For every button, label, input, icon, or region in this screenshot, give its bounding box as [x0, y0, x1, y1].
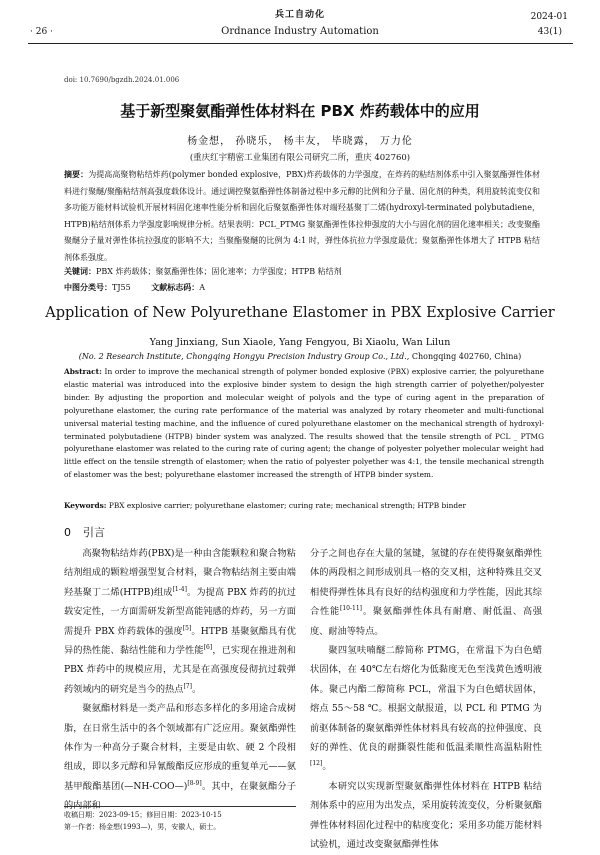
- citation: [6]: [203, 643, 213, 651]
- citation: [12]: [310, 760, 323, 768]
- keywords-en: [64, 501, 544, 510]
- paragraph: [64, 544, 296, 699]
- keywords-en-text: PBX explosive carrier; polyurethane elastomer; curing rate; mechanical strength; HTPB binder: [108, 501, 467, 510]
- abstract-en-label: Abstract:: [64, 367, 102, 376]
- citation: [10-11]: [340, 605, 362, 613]
- paragraph: 本研究以实现新型聚氨酯弹性体材料在 HTPB 粘结剂体系中的应用为出发点，采用旋转流变仪，分析聚氨酯弹性体材料固化过程中的粘度变化；采用多功能万能材料试验机，通过改变聚氨酯弹性体: [310, 780, 542, 851]
- text-run: 高聚物粘结炸药(PBX)是一种由含能颗粒和聚合物粘结剂组成的颗粒增强型复合材料，聚合物粘结剂主要由端羟基聚丁二烯(HTPB)组成: [64, 548, 296, 598]
- doc-code-label: 文献标志码：: [151, 282, 200, 292]
- text-run: 。HTPB 基聚氨酯具有优异的热性能、黏结性能和力学性能: [64, 625, 296, 657]
- text-run: 聚氨酯材料是一类产品和形态多样化的多用途合成树脂，在日常生活中的各个领域都有广泛应用。聚氨酯弹性体作为一种高分子聚合材料，主要是由软、硬 2 个段相组成，即以多元醇和异氰酸酯反应形成的重复单元——氨基甲酸酯基团(—NH-COO—): [64, 703, 296, 792]
- section-title: 引言: [83, 526, 105, 539]
- keywords-en-label: Keywords:: [64, 501, 107, 510]
- classification-cn: [64, 282, 223, 293]
- affiliation-cn: (重庆红宇精密工业集团有限公司研究二所，重庆 402760): [189, 153, 411, 163]
- text-run: ，已实现在推进剂和 PBX 炸药中的规模应用，尤其是在高强度侵彻抗过载弹药领域内的研究是当今的热点: [64, 645, 296, 695]
- section-heading: [64, 524, 105, 540]
- citation: [1-4]: [172, 585, 187, 593]
- affiliation-en-text: (No. 2 Research Institute, Chongqing Hongyu Precision Industry Group Co., Ltd.,: [78, 352, 412, 361]
- keywords-cn-text: PBX 炸药载体；聚氨酯弹性体；固化速率；力学强度；HTPB 粘结剂: [96, 267, 342, 276]
- body-column-left: [64, 544, 296, 816]
- text-run: 。: [322, 761, 332, 773]
- footnote-received: 收稿日期：2023-09-15；修回日期：2023-10-15: [64, 811, 222, 819]
- text-run: 。为提高 PBX 炸药的抗过载安定性，一方面需研发新型高能钝感的炸药，另一方面需提升 PBX 炸药载体的强度: [64, 586, 296, 637]
- issue-date: 2024-01: [530, 12, 568, 22]
- header-divider: [28, 43, 573, 44]
- abstract-cn-text: 为提高高聚物粘结炸药(polymer bonded explosive，PBX)炸药载体的力学强度，在炸药的粘结剂体系中引入聚氨酯弹性体材料进行聚醚/聚酯粘结剂高强度载体设计。通过调控聚氨酯弹性体制备过程中多元醇的比例和分子量、固化剂的种类，利用旋转流变仪和多功能万能材料试验机开展材料固化速率性能分析和固化后聚氨酯弹性体对端羟基聚丁二烯(hydroxyl-terminated polybutadiene，HTPB)粘结剂体系力学强度影响规律分析。结果表明：PCL_PTMG 聚氨酯弹性体拉伸强度的大小与固化剂的固化速率相关；改变聚酯聚醚分子量对弹性体抗拉强度的影响不大；当聚酯聚醚的比例为 4:1 时，弹性体抗拉力学强度最优；聚氨酯弹性体增大了 HTPB 粘结剂体系强度。: [64, 170, 540, 262]
- clc-label: 中图分类号：: [64, 282, 112, 292]
- text-run: 。: [191, 683, 202, 695]
- page-number: · 26 ·: [30, 27, 53, 37]
- affiliation-en-city: Chongqing 402760, China): [411, 352, 522, 361]
- footnote-author: 第一作者：杨金想(1993—)，男，安徽人，硕士。: [64, 823, 221, 831]
- volume-issue: 43(1): [537, 27, 562, 37]
- citation: [7]: [183, 682, 192, 690]
- paper-title-cn: 基于新型聚氨酯弹性体材料在 PBX 炸药载体中的应用: [120, 102, 480, 120]
- citation: [5]: [182, 624, 192, 632]
- journal-title-en: Ordnance Industry Automation: [221, 26, 379, 37]
- citation: [8-9]: [187, 779, 202, 787]
- abstract-cn: [64, 166, 540, 266]
- footnote-divider: [64, 806, 296, 807]
- abstract-en-text: In order to improve the mechanical strength of polymer bonded explosive (PBX) explosive carrier, the polyurethane elastic material was introduced into the explosive binder system to design the high strength carrier of polyether/polyester binder. By adjusting the proportion and molecular weight of polyols and the type of curing agent in the preparation of polyurethane elastomer, the curing rate performance of the material was analyzed by rotary rheometer and multi-functional universal material testing machine, and the influence of cured polyurethane elastomer on the mechanical strength of hydroxyl-terminated polybutadiene (HTPB) binder system was analyzed. The results showed that the tensile strength of PCL _ PTMG polyurethane elastomer was related to the curing rate of curing agent; the change of polyester polyether molecular weight had little effect on the tensile strength of elastomer; when the ratio of polyester polyether was 4:1, the tensile mechanical strength of elastomer was the best; polyurethane elastomer increased the strength of HTPB binder system.: [64, 367, 544, 480]
- paragraph: [310, 544, 542, 641]
- keywords-cn-label: 关键词：: [64, 266, 96, 276]
- body-column-right: [310, 544, 542, 855]
- paper-title-en: Application of New Polyurethane Elastomer in PBX Explosive Carrier: [45, 305, 555, 321]
- journal-title-cn: 兵工自动化: [274, 10, 325, 20]
- text-run: 聚四氢呋喃醚二醇简称 PTMG，在常温下为白色蜡状固体，在 40℃左右熔化为低黏度无色至浅黄色透明液体。聚己内酯二醇简称 PCL，常温下为白色蜡状固体，熔点 55～58 ℃。根据文献报道，以 PCL 和 PTMG 为前驱体制备的聚氨酯弹性体材料具有较高的拉伸强度、良好的弹性、优良的耐撕裂性能和低温柔顺性高温粘附性: [310, 645, 542, 754]
- abstract-cn-label: 摘要：: [64, 169, 89, 179]
- authors-en: Yang Jinxiang, Sun Xiaole, Yang Fengyou, Bi Xiaolu, Wan Lilun: [149, 337, 451, 348]
- doi: doi: 10.7690/bgzdh.2024.01.006: [64, 76, 180, 84]
- paragraph: [64, 699, 296, 815]
- text-run: 。其中，在聚氨酯分子的内部和: [64, 780, 297, 812]
- authors-cn: 杨金想， 孙晓乐， 杨丰友， 毕晓露， 万力伦: [187, 136, 413, 147]
- paragraph: [310, 641, 542, 777]
- affiliation-en: [0, 352, 600, 361]
- clc-value: TJ55: [112, 283, 131, 292]
- keywords-cn: [64, 266, 544, 277]
- text-run: 。聚氨酯弹性体具有耐磨、耐低温、高强度、耐油等特点。: [310, 606, 543, 637]
- section-number: 0: [64, 526, 71, 539]
- abstract-en: [64, 366, 544, 482]
- doc-code-value: A: [199, 283, 206, 292]
- text-run: 分子之间也存在大量的氢键，氢键的存在使得聚氨酯弹性体的两段相之间形成别具一格的交叉相，这种特殊且交叉相使得弹性体具有良好的结构强度和力学性能，因此其综合性能: [310, 548, 542, 618]
